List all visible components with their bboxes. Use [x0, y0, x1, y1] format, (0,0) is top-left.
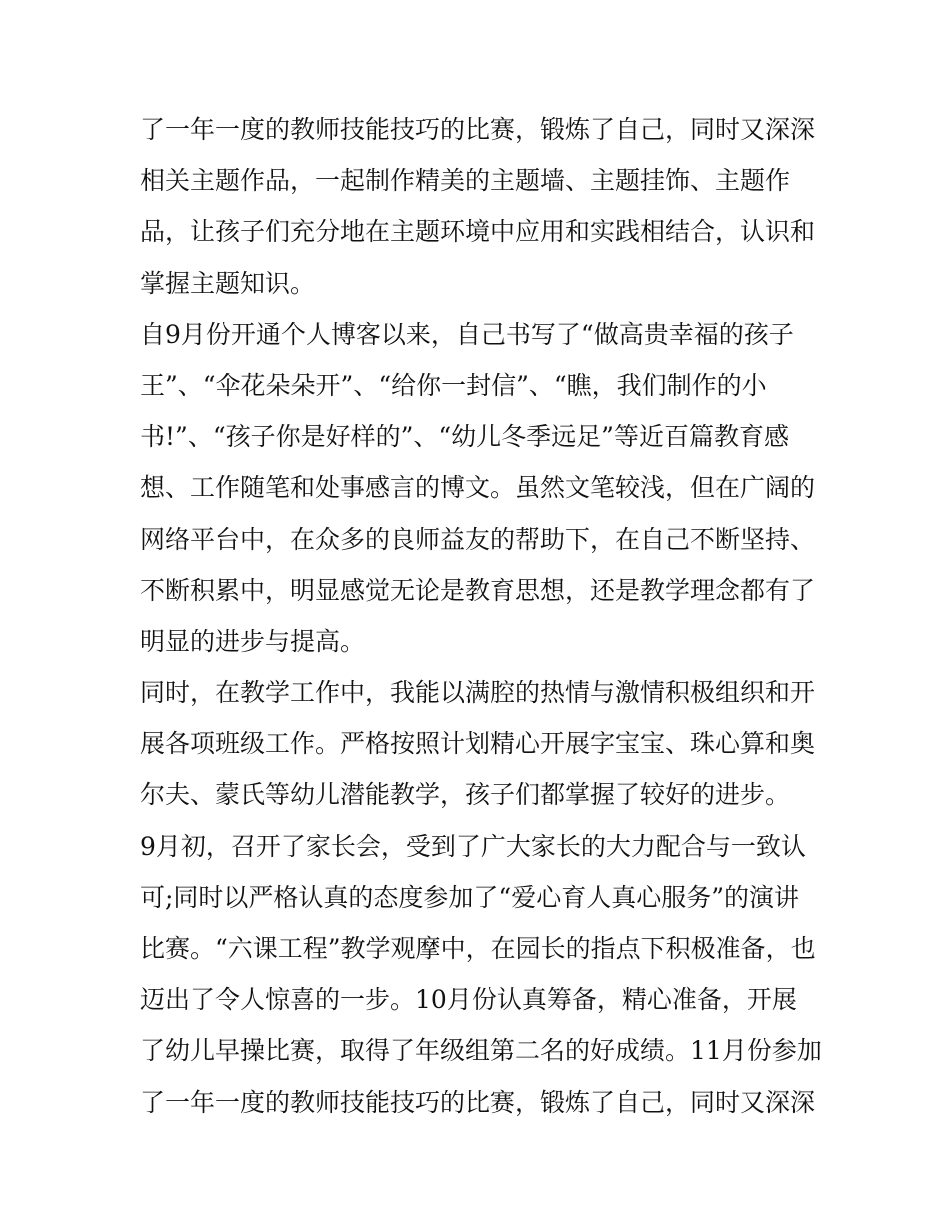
text-line: 迈出了令人惊喜的一步。10月份认真筹备，精心准备，开展 [140, 985, 797, 1015]
text-line: 了一年一度的教师技能技巧的比赛，锻炼了自己，同时又深深 [140, 1087, 816, 1117]
text-line: 想、工作随笔和处事感言的博文。虽然文笔较浅，但在广阔的 [140, 473, 816, 503]
text-line: 网络平台中，在众多的良师益友的帮助下，在自己不断坚持、 [140, 524, 816, 554]
text-line: 同时，在教学工作中，我能以满腔的热情与激情积极组织和开 [140, 678, 816, 708]
text-line: 明显的进步与提高。 [140, 626, 366, 656]
text-line: 相关主题作品，一起制作精美的主题墙、主题挂饰、主题作 [140, 166, 791, 196]
text-line: 可;同时以严格认真的态度参加了“爱心育人真心服务”的演讲 [140, 882, 799, 912]
text-line: 品，让孩子们充分地在主题环境中应用和实践相结合，认识和 [140, 217, 816, 247]
text-line: 书!”、“孩子你是好样的”、“幼儿冬季远足”等近百篇教育感 [140, 422, 789, 452]
body-text [140, 104, 820, 1128]
text-line: 不断积累中，明显感觉无论是教育思想，还是教学理念都有了 [140, 575, 816, 605]
text-line: 了幼儿早操比赛，取得了年级组第二名的好成绩。11月份参加 [140, 1036, 822, 1066]
text-line: 比赛。“六课工程”教学观摩中，在园长的指点下积极准备，也 [140, 934, 816, 963]
text-line: 王”、“伞花朵朵开”、“给你一封信”、“瞧，我们制作的小 [140, 370, 767, 400]
text-line: 展各项班级工作。严格按照计划精心开展字宝宝、珠心算和奥 [140, 729, 816, 759]
text-line: 9月初，召开了家长会，受到了广大家长的大力配合与一致认 [140, 831, 806, 861]
text-line: 自9月份开通个人博客以来，自己书写了“做高贵幸福的孩子 [140, 319, 794, 349]
text-line: 掌握主题知识。 [140, 268, 316, 298]
text-line: 了一年一度的教师技能技巧的比赛，锻炼了自己，同时又深深 [140, 115, 816, 144]
text-line: 尔夫、蒙氏等幼儿潜能教学，孩子们都掌握了较好的进步。 [140, 780, 791, 810]
